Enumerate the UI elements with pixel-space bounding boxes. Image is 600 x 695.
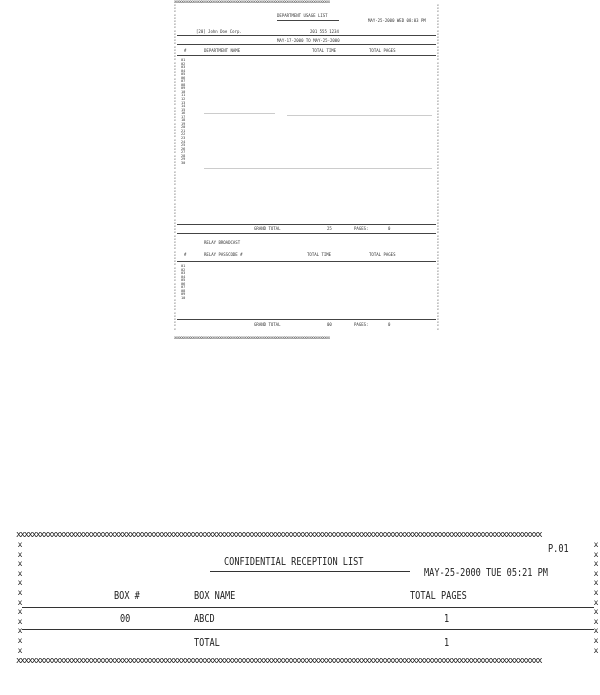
- row-number: 11: [181, 93, 186, 98]
- bottom-border: xxxxxxxxxxxxxxxxxxxxxxxxxxxxxxxxxxxxxxxxxxxxxxxxxxxxxxxxxxxxxxxxxxxxxxxxxxxxxxxxxxxxxxxxxxxxxxxxxxxxxxxxxxxxxxxxxxxxxxxxxxxxxxxxxxxxxx: [16, 656, 542, 666]
- box-name-cell: ABCD: [194, 612, 215, 625]
- total-pages-cell: 1: [444, 612, 450, 625]
- col-header-num: #: [184, 48, 187, 53]
- row-number: 09: [181, 86, 186, 91]
- row-number: 05: [181, 278, 186, 283]
- row-number: 03: [181, 65, 186, 70]
- row-number: 27: [181, 150, 186, 155]
- left-border: x x x x x x x x x x x x x x x x x x x x x x x x x x x x x x x x x x x x x x x x x x x x x x x x x x x x x x x x x x x x x x x x x x x x x x x x x x x x x x x x x x x x x x x x x x x x x x x x x x x x x x: [174, 4, 176, 331]
- header-divider: [177, 55, 436, 56]
- department-rows: [181, 59, 185, 165]
- relay-col-header-passcode: RELAY PASSCODE #: [204, 252, 243, 257]
- bottom-border: xxxxxxxxxxxxxxxxxxxxxxxxxxxxxxxxxxxxxxxxxxxxxxxxxxxxxxxxxxxxxxxxxxxxxxxxxxxxxxxxxxxxxx: [174, 336, 330, 340]
- relay-grand-total-pages: 0: [388, 322, 391, 327]
- row-number: 21: [181, 128, 186, 133]
- report-title: DEPARTMENT USAGE LIST: [277, 13, 328, 18]
- header-divider: [22, 607, 594, 608]
- col-header-total-pages: TOTAL PAGES: [369, 48, 396, 53]
- row-number: 10: [181, 295, 186, 300]
- divider: [177, 261, 436, 262]
- row-number: 26: [181, 146, 186, 151]
- total-pages-value: 1: [444, 636, 450, 649]
- relay-col-header-total-pages: TOTAL PAGES: [369, 252, 396, 257]
- row-number: 07: [181, 79, 186, 84]
- divider: [177, 224, 436, 225]
- row-number: 12: [181, 97, 186, 102]
- title-underline: [277, 20, 339, 21]
- row-number: 03: [181, 271, 186, 276]
- row-rule: [204, 168, 432, 169]
- row-number: 09: [181, 292, 186, 297]
- row-number: 06: [181, 281, 186, 286]
- relay-grand-total-pages-label: PAGES:: [354, 322, 369, 327]
- col-header-box-name: BOX NAME: [194, 589, 236, 602]
- row-number: 06: [181, 75, 186, 80]
- divider: [177, 44, 436, 45]
- confidential-reception-report: [16, 530, 600, 666]
- row-number: 30: [181, 160, 186, 165]
- row-number: 10: [181, 89, 186, 94]
- col-header-total-pages: TOTAL PAGES: [410, 589, 467, 602]
- divider: [177, 233, 436, 234]
- row-number: 14: [181, 104, 186, 109]
- row-number: 18: [181, 118, 186, 123]
- relay-col-header-total-time: TOTAL TIME: [307, 252, 332, 257]
- divider: [177, 35, 436, 36]
- page-number: P.01: [548, 542, 569, 555]
- top-border: xxxxxxxxxxxxxxxxxxxxxxxxxxxxxxxxxxxxxxxxxxxxxxxxxxxxxxxxxxxxxxxxxxxxxxxxxxxxxxxxxxxxxx: [174, 0, 330, 4]
- total-label: TOTAL: [194, 636, 220, 649]
- row-divider: [22, 629, 594, 630]
- grand-total-time: 25: [327, 226, 332, 231]
- row-number: 08: [181, 288, 186, 293]
- row-number: 05: [181, 72, 186, 77]
- row-number: 29: [181, 157, 186, 162]
- row-number: 15: [181, 107, 186, 112]
- top-border: xxxxxxxxxxxxxxxxxxxxxxxxxxxxxxxxxxxxxxxxxxxxxxxxxxxxxxxxxxxxxxxxxxxxxxxxxxxxxxxxxxxxxxxxxxxxxxxxxxxxxxxxxxxxxxxxxxxxxxxxxxxxxxxxxxxxxx: [16, 530, 542, 540]
- row-number: 07: [181, 285, 186, 290]
- relay-rows: [181, 265, 185, 300]
- row-number: 25: [181, 143, 186, 148]
- row-rule: [204, 113, 275, 114]
- relay-grand-total-time: 00: [327, 322, 332, 327]
- report-period: MAY-17-2000 TO MAY-25-2000: [277, 38, 340, 43]
- row-number: 19: [181, 121, 186, 126]
- relay-grand-total-label: GRAND TOTAL: [254, 322, 281, 327]
- row-number: 04: [181, 68, 186, 73]
- row-rule: [287, 115, 432, 116]
- report-title: CONFIDENTIAL RECEPTION LIST: [224, 555, 364, 568]
- relay-section-title: RELAY BROADCAST: [204, 240, 241, 245]
- row-number: 17: [181, 114, 186, 119]
- right-border: x x x x x x x x x x x x x x x x x x x x x x x x x x x x x x x x x x x x x x x x x x x x x x x x x x x x x x x x x x x x x x x x x x x x x x x x x x x x x x x x x x x x x x x x x x x x x x x x x x x x x x: [437, 4, 439, 331]
- report-timestamp: MAY-25-2000 TUE 05:21 PM: [424, 566, 548, 579]
- row-number: 23: [181, 136, 186, 141]
- grand-total-pages: 0: [388, 226, 391, 231]
- row-number: 08: [181, 82, 186, 87]
- company-phone: 201 555 1234: [310, 29, 339, 34]
- company-name: [20] John Doe Corp.: [196, 29, 242, 34]
- report-timestamp: MAY-25-2000 WED 08:03 PM: [368, 18, 426, 23]
- relay-col-header-num: #: [184, 252, 187, 257]
- row-number: 13: [181, 100, 186, 105]
- row-number: 20: [181, 125, 186, 130]
- row-number: 01: [181, 58, 186, 62]
- row-number: 22: [181, 132, 186, 137]
- row-number: 02: [181, 267, 186, 272]
- left-border: x x x x x x x x x x x x: [17, 540, 23, 655]
- row-number: 16: [181, 111, 186, 116]
- row-number: 24: [181, 139, 186, 144]
- col-header-total-time: TOTAL TIME: [312, 48, 337, 53]
- right-border: x x x x x x x x x x x x: [593, 540, 599, 655]
- col-header-box-num: BOX #: [114, 589, 140, 602]
- row-number: 04: [181, 274, 186, 279]
- title-underline: [210, 571, 410, 572]
- box-num-cell: 00: [120, 612, 131, 625]
- row-number: 01: [181, 264, 186, 268]
- divider: [177, 319, 436, 320]
- row-number: 02: [181, 61, 186, 66]
- row-number: 28: [181, 153, 186, 158]
- grand-total-label: GRAND TOTAL: [254, 226, 281, 231]
- grand-total-pages-label: PAGES:: [354, 226, 369, 231]
- department-usage-report: [174, 0, 439, 340]
- col-header-dept-name: DEPARTMENT NAME: [204, 48, 241, 53]
